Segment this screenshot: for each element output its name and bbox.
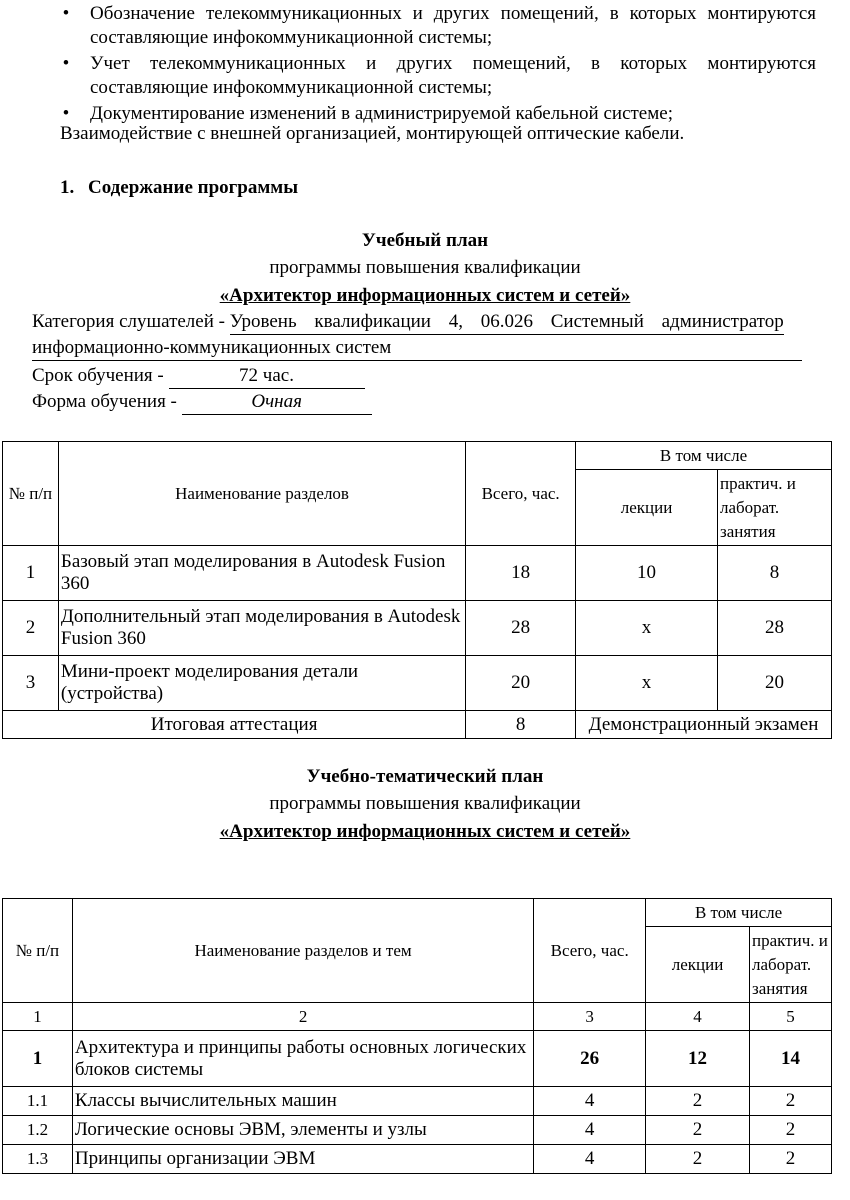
thematic-plan-table xyxy=(2,898,832,1174)
header-num: № п/п xyxy=(3,899,73,1003)
row-total: 26 xyxy=(534,1031,646,1087)
header-including: В том числе xyxy=(646,899,832,927)
row-lectures: 10 xyxy=(576,546,718,601)
plan1-program-name: «Архитектор информационных систем и сетей» xyxy=(219,285,631,306)
category-line xyxy=(32,310,816,335)
section-heading xyxy=(60,177,298,199)
form-value: Очная xyxy=(182,390,372,415)
header-lectures: лекции xyxy=(576,470,718,546)
table-row xyxy=(3,546,832,601)
category-value-1: Уровень квалификации 4, 06.026 Системный администратор xyxy=(230,310,784,335)
row-total: 18 xyxy=(466,546,576,601)
closing-line: Взаимодействие с внешней организацией, монтирующей оптические кабели. xyxy=(60,123,685,144)
plan2-subtitle: программы повышения квалификации xyxy=(269,793,581,814)
header-including: В том числе xyxy=(576,442,832,470)
row-lectures: 2 xyxy=(646,1087,750,1116)
header-name: Наименование разделов и тем xyxy=(72,899,533,1003)
row-lectures: x xyxy=(576,656,718,711)
final-label: Итоговая аттестация xyxy=(3,711,466,739)
form-label: Форма обучения - xyxy=(32,391,177,412)
duration-label: Срок обучения - xyxy=(32,365,164,386)
duration-value: 72 час. xyxy=(169,364,365,389)
table-row xyxy=(3,1031,832,1087)
bullet-dot-icon: • xyxy=(62,103,70,124)
form-line xyxy=(32,390,372,415)
category-value-2: информационно-коммуникационных систем xyxy=(32,336,802,361)
plan1-title: Учебный план xyxy=(361,230,489,251)
category-label: Категория слушателей - xyxy=(32,311,225,332)
row-name: Дополнительный этап моделирования в Autodesk Fusion 360 xyxy=(58,601,465,656)
row-practice: 2 xyxy=(749,1116,831,1145)
bullet-text: Учет телекоммуникационных и других помещений, в которых монтируются составляющие инфокоммуникационной системы; xyxy=(90,53,816,98)
row-name: Базовый этап моделирования в Autodesk Fusion 360 xyxy=(58,546,465,601)
row-total: 4 xyxy=(534,1116,646,1145)
bullet-item xyxy=(60,52,816,100)
row-name: Архитектура и принципы работы основных логических блоков системы xyxy=(72,1031,533,1087)
bullet-dot-icon: • xyxy=(62,53,70,74)
bullet-text: Обозначение телекоммуникационных и других помещений, в которых монтируются составляющие инфокоммуникационной системы; xyxy=(90,3,816,48)
col-number: 4 xyxy=(646,1003,750,1031)
row-total: 20 xyxy=(466,656,576,711)
bullet-dot-icon: • xyxy=(62,3,70,24)
table-row xyxy=(3,656,832,711)
plan2-program-name: «Архитектор информационных систем и сетей» xyxy=(219,821,631,842)
plan1-subtitle: программы повышения квалификации xyxy=(269,257,581,278)
row-num: 1.2 xyxy=(3,1116,73,1145)
header-num: № п/п xyxy=(3,442,59,546)
row-lectures: 2 xyxy=(646,1145,750,1174)
row-practice: 2 xyxy=(749,1087,831,1116)
row-num: 1.3 xyxy=(3,1145,73,1174)
table-row xyxy=(3,1145,832,1174)
section-title: Содержание программы xyxy=(88,177,299,198)
col-number: 1 xyxy=(3,1003,73,1031)
row-num: 1 xyxy=(3,546,59,601)
section-number: 1. xyxy=(60,177,75,198)
row-num: 3 xyxy=(3,656,59,711)
row-lectures: 12 xyxy=(646,1031,750,1087)
row-lectures: x xyxy=(576,601,718,656)
row-name: Мини-проект моделирования детали (устройства) xyxy=(58,656,465,711)
col-number: 5 xyxy=(749,1003,831,1031)
final-row xyxy=(3,711,832,739)
bullet-text: Документирование изменений в администрируемой кабельной системе; xyxy=(90,103,673,124)
row-practice: 14 xyxy=(749,1031,831,1087)
row-practice: 20 xyxy=(718,656,832,711)
header-name: Наименование разделов xyxy=(58,442,465,546)
row-practice: 8 xyxy=(718,546,832,601)
column-number-row xyxy=(3,1003,832,1031)
duration-line xyxy=(32,364,365,389)
table-row xyxy=(3,601,832,656)
row-num: 2 xyxy=(3,601,59,656)
row-num: 1 xyxy=(3,1031,73,1087)
row-lectures: 2 xyxy=(646,1116,750,1145)
row-name: Логические основы ЭВМ, элементы и узлы xyxy=(72,1116,533,1145)
final-total: 8 xyxy=(466,711,576,739)
header-total: Всего, час. xyxy=(466,442,576,546)
header-practice: практич. и лаборат. занятия xyxy=(718,470,832,546)
header-practice: практич. и лаборат. занятия xyxy=(749,927,831,1003)
bullet-item xyxy=(60,2,816,50)
row-practice: 2 xyxy=(749,1145,831,1174)
table-row xyxy=(3,1087,832,1116)
header-total: Всего, час. xyxy=(534,899,646,1003)
curriculum-table xyxy=(2,441,832,739)
col-number: 2 xyxy=(72,1003,533,1031)
row-total: 28 xyxy=(466,601,576,656)
row-total: 4 xyxy=(534,1087,646,1116)
row-practice: 28 xyxy=(718,601,832,656)
row-total: 4 xyxy=(534,1145,646,1174)
row-num: 1.1 xyxy=(3,1087,73,1116)
final-form: Демонстрационный экзамен xyxy=(576,711,832,739)
table-row xyxy=(3,1116,832,1145)
row-name: Принципы организации ЭВМ xyxy=(72,1145,533,1174)
category-line-2 xyxy=(32,336,802,361)
row-name: Классы вычислительных машин xyxy=(72,1087,533,1116)
col-number: 3 xyxy=(534,1003,646,1031)
plan2-title: Учебно-тематический план xyxy=(306,766,544,787)
header-lectures: лекции xyxy=(646,927,750,1003)
bullet-list xyxy=(60,2,816,128)
